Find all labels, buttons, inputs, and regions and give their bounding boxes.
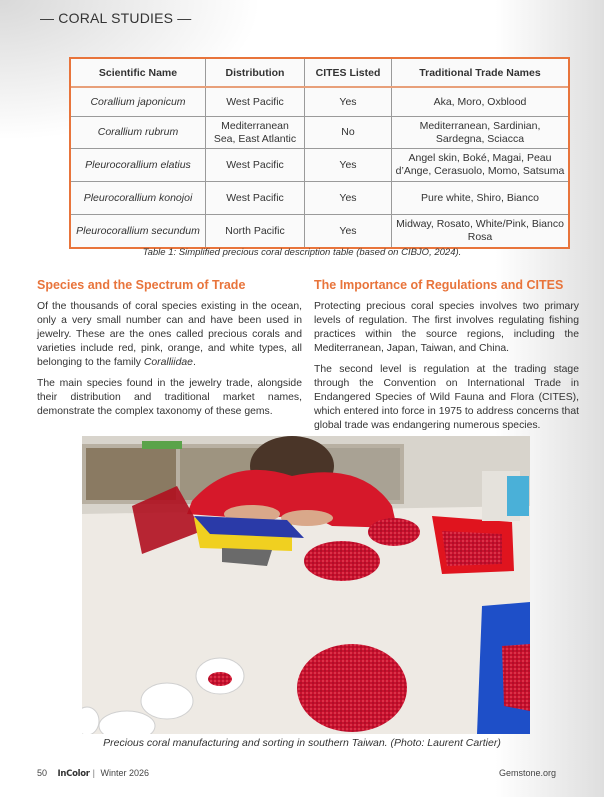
section-heading-regulations: The Importance of Regulations and CITES — [314, 278, 564, 292]
paragraph: Protecting precious coral species involves two primary levels of regulation. The first involves regulating fishing practices within the source regions, including the Mediterranean, Japan, Taiwan, and China. — [314, 301, 579, 354]
table-row — [71, 215, 568, 248]
table-row — [71, 87, 568, 117]
cell-cites: Yes — [305, 149, 392, 182]
cell-distribution: West Pacific — [206, 182, 305, 215]
cell-scientific-name: Corallium rubrum — [71, 117, 206, 149]
table-header-row — [71, 59, 568, 87]
coral-pile — [368, 518, 420, 546]
table-row — [71, 117, 568, 149]
cell-trade-names: Aka, Moro, Oxblood — [392, 87, 569, 117]
coral-sorting-photo — [82, 436, 530, 734]
right-column — [314, 278, 579, 440]
paragraph-text: Of the thousands of coral species existing in the ocean, only a very small number can and have been used in jewelry. These are the ones called precious corals and varieties include red, pink, orange, and white types, all belonging to the family — [37, 301, 302, 368]
cell-scientific-name: Corallium japonicum — [71, 87, 206, 117]
cell-cites: No — [305, 117, 392, 149]
cell-trade-names: Mediterranean, Sardinian, Sardegna, Sciacca — [392, 117, 569, 149]
cell-trade-names: Pure white, Shiro, Bianco — [392, 182, 569, 215]
paragraph: The second level is regulation at the trading stage through the Convention on International Trade in Endangered Species of Wild Fauna and Flora (CITES), which entered into force in 1975 to address concerns that global trade was endangering numerous species. — [314, 364, 579, 431]
family-name: Coralliidae — [143, 357, 193, 368]
white-cup — [141, 683, 193, 719]
website-link[interactable]: Gemstone.org — [498, 768, 556, 778]
table-caption: Table 1: Simplified precious coral description table (based on CIBJO, 2024). — [142, 247, 462, 258]
paragraph: The main species found in the jewelry trade, alongside their distribution and traditional market names, demonstrate the complex taxonomy of these gems. — [37, 378, 302, 417]
cell-distribution: North Pacific — [206, 215, 305, 248]
cell-trade-names: Angel skin, Boké, Magai, Peau d’Ange, Cerasuolo, Momo, Satsuma — [392, 149, 569, 182]
cell-cites: Yes — [305, 87, 392, 117]
cell-cites: Yes — [305, 182, 392, 215]
header-trade-names: Traditional Trade Names — [392, 59, 569, 87]
header-scientific-name: Scientific Name — [71, 59, 206, 87]
page-number: 50 — [37, 768, 48, 778]
header-cites-listed: CITES Listed — [305, 59, 392, 87]
paragraph-end: . — [192, 357, 196, 368]
coral-pile-large — [297, 644, 407, 732]
cell-distribution: West Pacific — [206, 149, 305, 182]
section-heading-species: Species and the Spectrum of Trade — [37, 278, 246, 292]
paragraph — [37, 300, 302, 370]
coral-table — [69, 57, 570, 249]
table-row — [71, 149, 568, 182]
photo-caption: Precious coral manufacturing and sorting in southern Taiwan. (Photo: Laurent Cartier) — [103, 737, 501, 749]
cell-distribution: West Pacific — [206, 87, 305, 117]
section-label: — CORAL STUDIES — — [40, 10, 192, 26]
left-column — [37, 278, 302, 426]
table-row — [71, 182, 568, 215]
cell-scientific-name: Pleurocorallium secundum — [71, 215, 206, 248]
cell-cites: Yes — [305, 215, 392, 248]
magazine-logo: InColor — [57, 769, 90, 779]
coral-pile — [304, 541, 380, 581]
cell-scientific-name: Pleurocorallium elatius — [71, 149, 206, 182]
issue-label: Winter 2026 — [100, 768, 150, 778]
photo-illustration — [82, 436, 530, 734]
cell-trade-names: Midway, Rosato, White/Pink, Bianco Rosa — [396, 218, 564, 243]
footer-separator: | — [92, 768, 96, 778]
cell-distribution: Mediterranean Sea, East Atlantic — [206, 117, 305, 149]
footer-left — [37, 768, 149, 779]
cell-scientific-name: Pleurocorallium konojoi — [71, 182, 206, 215]
header-distribution: Distribution — [206, 59, 305, 87]
